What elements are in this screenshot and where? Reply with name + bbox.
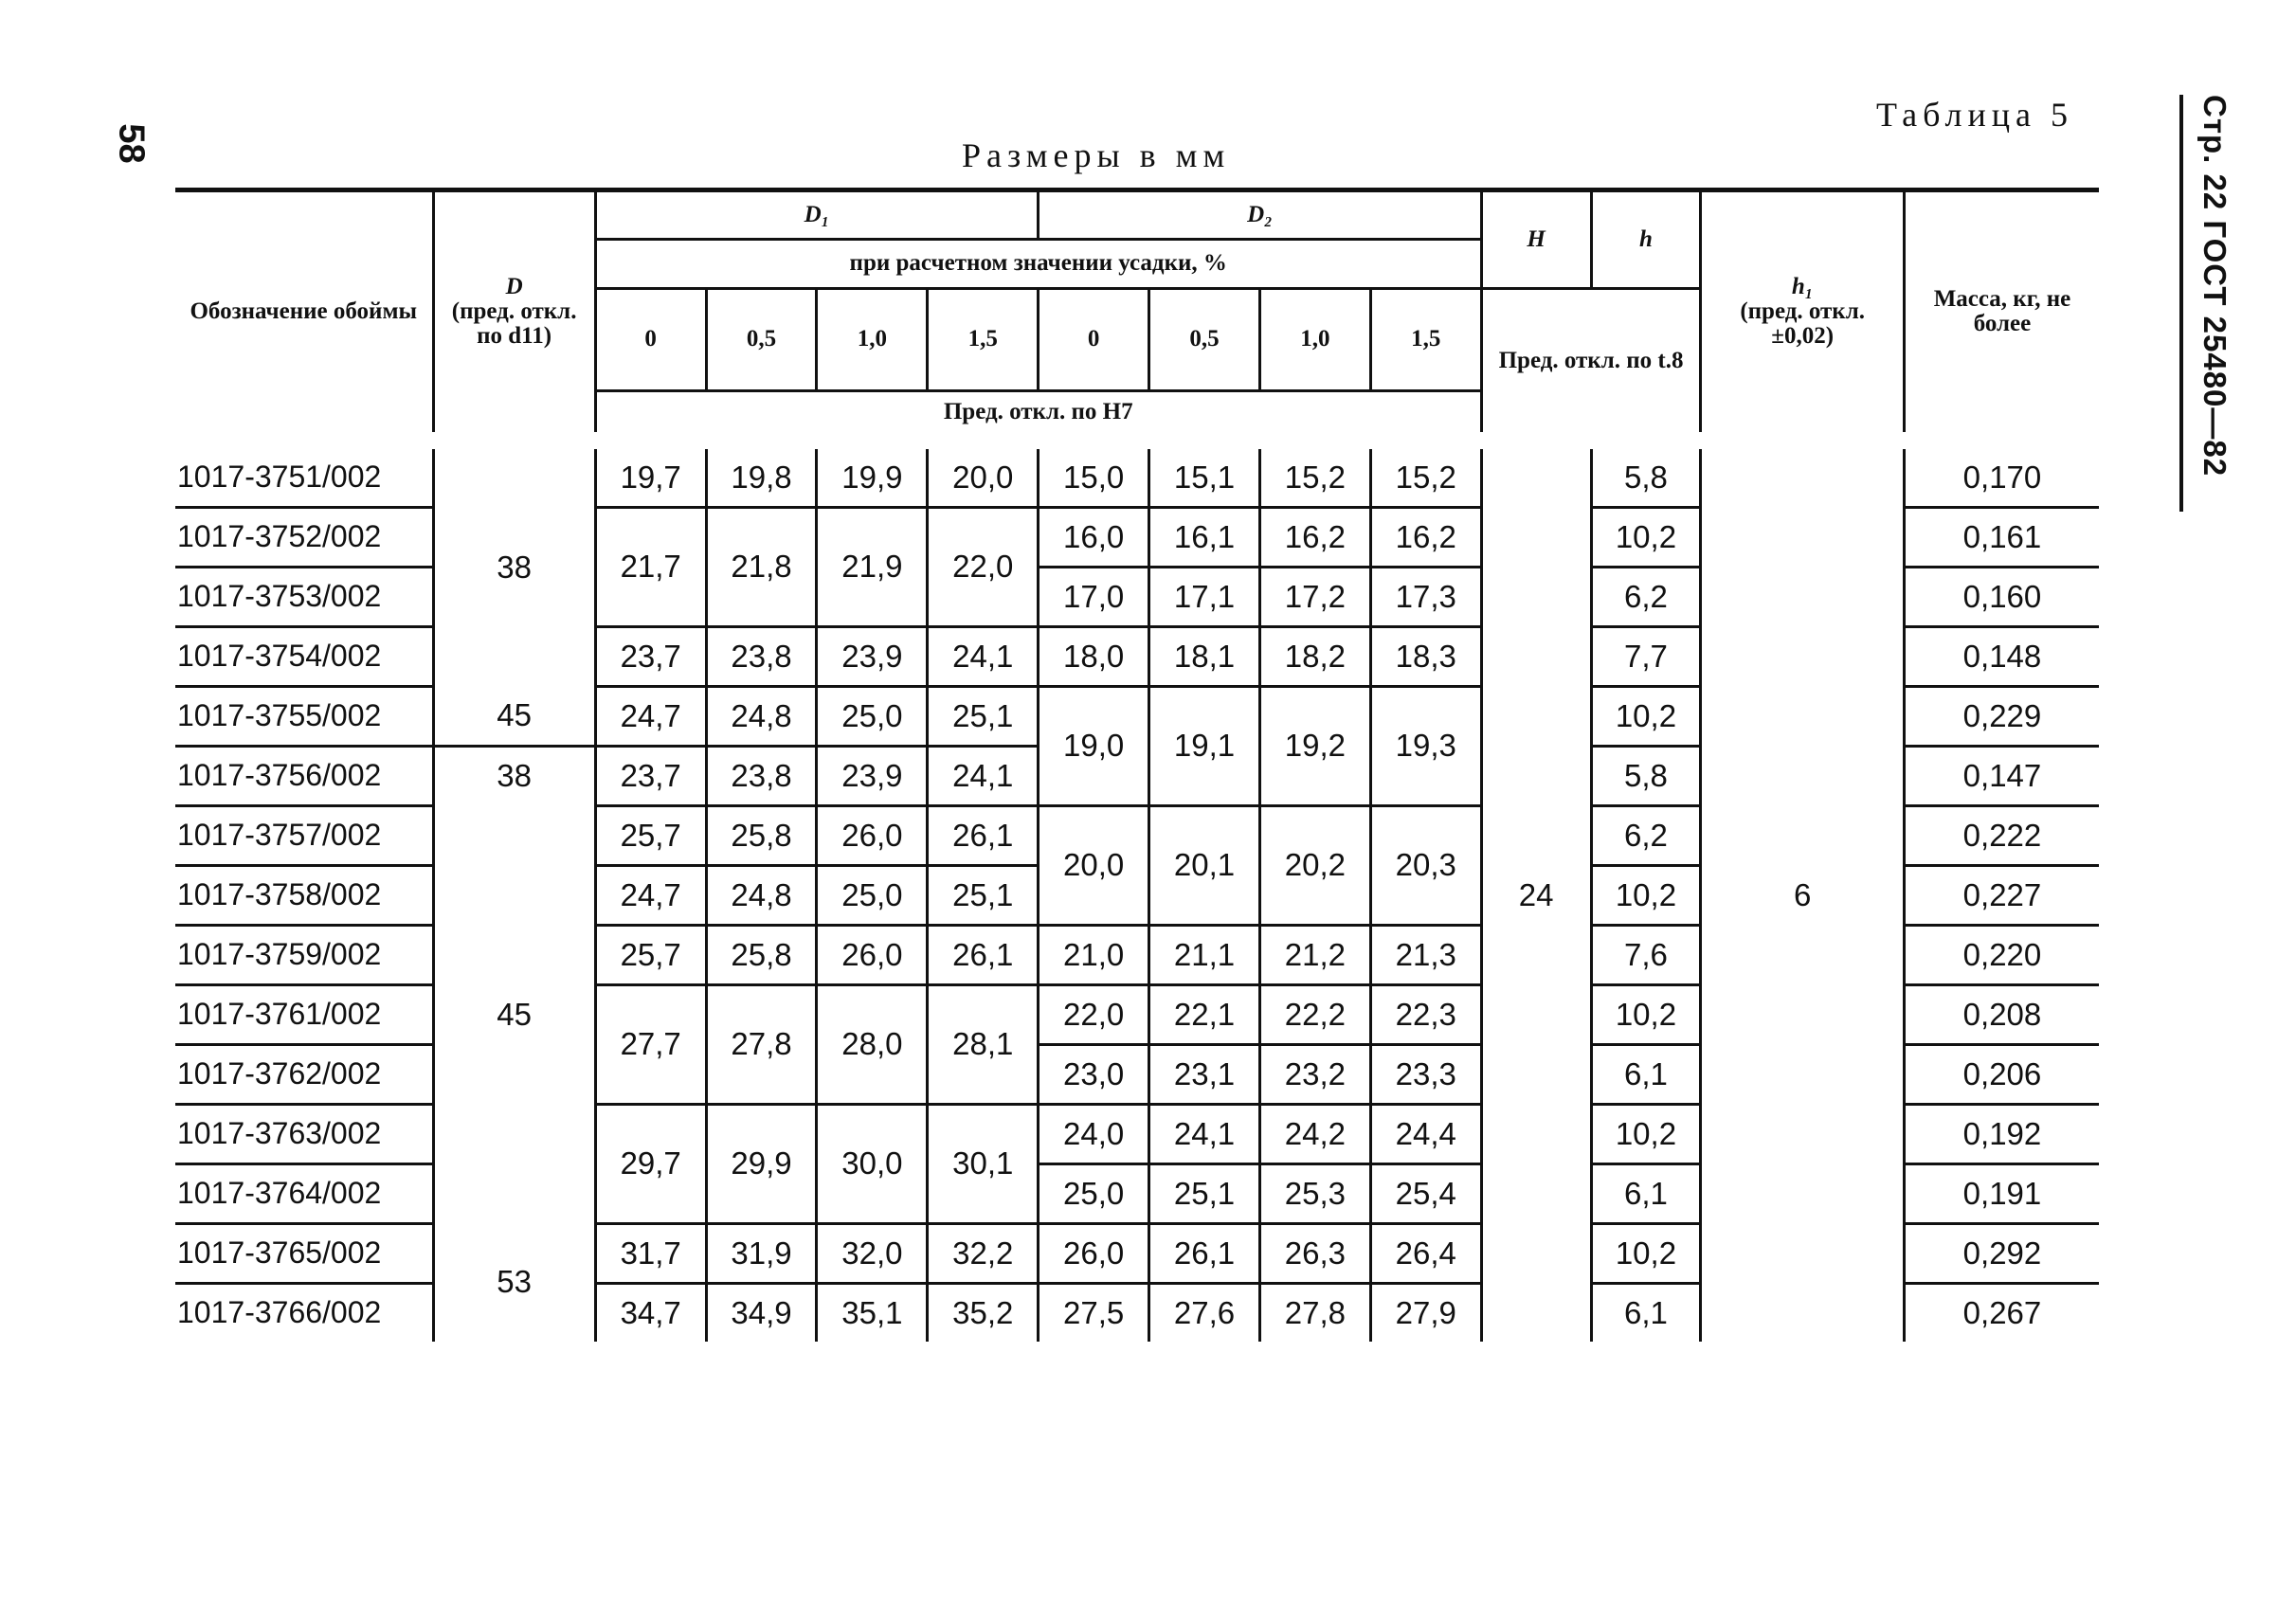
D2-cell: 16,2 (1259, 507, 1370, 567)
page-number: 58 (111, 123, 152, 164)
D1-cell: 19,9 (817, 441, 928, 508)
mass-cell: 0,192 (1904, 1104, 2099, 1163)
D1-cell: 24,7 (595, 686, 706, 746)
header-Hh-tolerance: Пред. откл. по t.8 (1481, 289, 1701, 441)
D-cell: 53 (433, 1223, 595, 1342)
table-body (175, 441, 2099, 1342)
D1-cell: 31,9 (706, 1223, 817, 1283)
D2-cell: 22,0 (1039, 984, 1149, 1044)
D2-cell: 17,3 (1370, 567, 1481, 626)
D1-cell: 23,7 (595, 626, 706, 686)
D1-cell: 25,1 (928, 686, 1039, 746)
D2-cell: 25,1 (1149, 1163, 1260, 1223)
D1-cell: 20,0 (928, 441, 1039, 508)
D2-cell: 19,2 (1259, 686, 1370, 805)
D2-cell: 18,3 (1370, 626, 1481, 686)
header-shrink-value: 0,5 (706, 289, 817, 391)
D2-cell: 23,3 (1370, 1044, 1481, 1104)
header-shrink-value: 0,5 (1149, 289, 1260, 391)
h-cell: 6,1 (1591, 1044, 1701, 1104)
header-D-symbol: D (505, 273, 523, 299)
D2-cell: 20,3 (1370, 805, 1481, 925)
mass-cell: 0,161 (1904, 507, 2099, 567)
h-cell: 6,1 (1591, 1163, 1701, 1223)
D1-cell: 25,8 (706, 925, 817, 984)
D1-cell: 25,7 (595, 805, 706, 865)
header-h1-tolerance: (пред. откл. ±0,02) (1740, 298, 1865, 350)
D2-cell: 20,1 (1149, 805, 1260, 925)
designation-cell: 1017-3759/002 (175, 925, 433, 984)
mass-cell: 0,229 (1904, 686, 2099, 746)
header-h1-symbol: h₁ (1791, 273, 1814, 299)
D2-cell: 25,4 (1370, 1163, 1481, 1223)
D1-cell: 23,7 (595, 746, 706, 805)
D1-cell: 24,7 (595, 865, 706, 925)
mass-cell: 0,292 (1904, 1223, 2099, 1283)
D1-cell: 30,1 (928, 1104, 1039, 1223)
mass-cell: 0,267 (1904, 1283, 2099, 1342)
D2-cell: 24,4 (1370, 1104, 1481, 1163)
D2-cell: 27,9 (1370, 1283, 1481, 1342)
table-row (175, 441, 2099, 508)
D1-cell: 26,1 (928, 925, 1039, 984)
header-shrink-value: 0 (595, 289, 706, 391)
D-cell: 45 (433, 686, 595, 746)
h-cell: 5,8 (1591, 441, 1701, 508)
D1-cell: 23,9 (817, 746, 928, 805)
mass-cell: 0,220 (1904, 925, 2099, 984)
header-shrink-value: 1,0 (1259, 289, 1370, 391)
header-mass: Масса, кг, не более (1904, 190, 2099, 441)
D2-cell: 22,2 (1259, 984, 1370, 1044)
D1-cell: 35,1 (817, 1283, 928, 1342)
D2-cell: 19,0 (1039, 686, 1149, 805)
mass-cell: 0,147 (1904, 746, 2099, 805)
H-cell: 24 (1481, 441, 1591, 1342)
table-header (175, 190, 2099, 441)
D1-cell: 24,1 (928, 626, 1039, 686)
D2-cell: 20,0 (1039, 805, 1149, 925)
header-shrink-value: 1,5 (928, 289, 1039, 391)
D2-cell: 18,0 (1039, 626, 1149, 686)
D2-cell: 21,0 (1039, 925, 1149, 984)
D2-cell: 17,2 (1259, 567, 1370, 626)
D1-cell: 26,0 (817, 925, 928, 984)
D2-cell: 16,1 (1149, 507, 1260, 567)
D1-cell: 24,8 (706, 865, 817, 925)
D2-cell: 27,6 (1149, 1283, 1260, 1342)
designation-cell: 1017-3752/002 (175, 507, 433, 567)
D2-cell: 23,1 (1149, 1044, 1260, 1104)
header-H: H (1481, 190, 1591, 289)
D2-cell: 24,0 (1039, 1104, 1149, 1163)
h-cell: 10,2 (1591, 984, 1701, 1044)
D1-cell: 25,0 (817, 865, 928, 925)
designation-cell: 1017-3758/002 (175, 865, 433, 925)
designation-cell: 1017-3762/002 (175, 1044, 433, 1104)
D1-cell: 19,8 (706, 441, 817, 508)
designation-cell: 1017-3756/002 (175, 746, 433, 805)
D1-cell: 30,0 (817, 1104, 928, 1223)
header-shrink-value: 0 (1039, 289, 1149, 391)
h-cell: 10,2 (1591, 507, 1701, 567)
h-cell: 10,2 (1591, 686, 1701, 746)
D1-cell: 23,8 (706, 746, 817, 805)
D1-cell: 26,1 (928, 805, 1039, 865)
D1-cell: 31,7 (595, 1223, 706, 1283)
D2-cell: 19,1 (1149, 686, 1260, 805)
D1-cell: 23,8 (706, 626, 817, 686)
D2-cell: 25,0 (1039, 1163, 1149, 1223)
D2-cell: 21,1 (1149, 925, 1260, 984)
h-cell: 7,6 (1591, 925, 1701, 984)
D1-cell: 26,0 (817, 805, 928, 865)
D2-cell: 19,3 (1370, 686, 1481, 805)
D1-cell: 28,1 (928, 984, 1039, 1104)
mass-cell: 0,206 (1904, 1044, 2099, 1104)
designation-cell: 1017-3753/002 (175, 567, 433, 626)
D2-cell: 20,2 (1259, 805, 1370, 925)
header-designation: Обозначение обоймы (175, 190, 433, 441)
D1-cell: 35,2 (928, 1283, 1039, 1342)
D1-cell: 21,7 (595, 507, 706, 626)
D2-cell: 27,8 (1259, 1283, 1370, 1342)
header-h: h (1591, 190, 1701, 289)
header-shrinkage: при расчетном значении усадки, % (595, 240, 1481, 289)
D1-cell: 25,8 (706, 805, 817, 865)
D2-cell: 21,2 (1259, 925, 1370, 984)
mass-cell: 0,148 (1904, 626, 2099, 686)
D2-cell: 15,0 (1039, 441, 1149, 508)
D2-cell: 16,0 (1039, 507, 1149, 567)
designation-cell: 1017-3764/002 (175, 1163, 433, 1223)
D2-cell: 17,1 (1149, 567, 1260, 626)
D1-cell: 23,9 (817, 626, 928, 686)
D1-cell: 28,0 (817, 984, 928, 1104)
D1-cell: 25,7 (595, 925, 706, 984)
D2-cell: 26,1 (1149, 1223, 1260, 1283)
mass-cell: 0,191 (1904, 1163, 2099, 1223)
D1-cell: 19,7 (595, 441, 706, 508)
h-cell: 6,1 (1591, 1283, 1701, 1342)
D2-cell: 21,3 (1370, 925, 1481, 984)
D2-cell: 24,2 (1259, 1104, 1370, 1163)
D1-cell: 25,1 (928, 865, 1039, 925)
D2-cell: 15,2 (1370, 441, 1481, 508)
D2-cell: 25,3 (1259, 1163, 1370, 1223)
D1-cell: 32,0 (817, 1223, 928, 1283)
D-cell: 45 (433, 805, 595, 1223)
header-D2: D₂ (1039, 190, 1481, 240)
header-shrink-value: 1,0 (817, 289, 928, 391)
D1-cell: 24,1 (928, 746, 1039, 805)
D2-cell: 26,4 (1370, 1223, 1481, 1283)
D-cell: 38 (433, 746, 595, 805)
D1-cell: 34,9 (706, 1283, 817, 1342)
mass-cell: 0,170 (1904, 441, 2099, 508)
D1-cell: 21,8 (706, 507, 817, 626)
D2-cell: 24,1 (1149, 1104, 1260, 1163)
D1-cell: 21,9 (817, 507, 928, 626)
D-cell: 38 (433, 441, 595, 687)
h-cell: 6,2 (1591, 805, 1701, 865)
D1-cell: 32,2 (928, 1223, 1039, 1283)
designation-cell: 1017-3765/002 (175, 1223, 433, 1283)
h-cell: 5,8 (1591, 746, 1701, 805)
D2-cell: 23,2 (1259, 1044, 1370, 1104)
header-D1: D₁ (595, 190, 1038, 240)
designation-cell: 1017-3761/002 (175, 984, 433, 1044)
D2-cell: 16,2 (1370, 507, 1481, 567)
D1-cell: 27,8 (706, 984, 817, 1104)
units-caption: Размеры в мм (962, 136, 1231, 174)
header-shrink-value: 1,5 (1370, 289, 1481, 391)
D2-cell: 22,3 (1370, 984, 1481, 1044)
D2-cell: 15,1 (1149, 441, 1260, 508)
designation-cell: 1017-3755/002 (175, 686, 433, 746)
mass-cell: 0,222 (1904, 805, 2099, 865)
D2-cell: 26,3 (1259, 1223, 1370, 1283)
designation-cell: 1017-3763/002 (175, 1104, 433, 1163)
h-cell: 7,7 (1591, 626, 1701, 686)
mass-cell: 0,208 (1904, 984, 2099, 1044)
designation-cell: 1017-3751/002 (175, 441, 433, 508)
h-cell: 6,2 (1591, 567, 1701, 626)
D2-cell: 26,0 (1039, 1223, 1149, 1283)
D2-cell: 18,2 (1259, 626, 1370, 686)
D2-cell: 18,1 (1149, 626, 1260, 686)
designation-cell: 1017-3766/002 (175, 1283, 433, 1342)
designation-cell: 1017-3757/002 (175, 805, 433, 865)
table-caption: Таблица 5 (1876, 96, 2073, 134)
dimensions-table (175, 188, 2099, 1342)
h1-cell: 6 (1701, 441, 1905, 1342)
D1-cell: 29,7 (595, 1104, 706, 1223)
D1-cell: 34,7 (595, 1283, 706, 1342)
header-D-tolerance: (пред. откл. по d11) (451, 298, 577, 350)
D1-cell: 27,7 (595, 984, 706, 1104)
running-header-standard: Стр. 22 ГОСТ 25480—82 (2179, 95, 2233, 512)
h-cell: 10,2 (1591, 1104, 1701, 1163)
D1-cell: 22,0 (928, 507, 1039, 626)
D2-cell: 15,2 (1259, 441, 1370, 508)
D2-cell: 17,0 (1039, 567, 1149, 626)
mass-cell: 0,160 (1904, 567, 2099, 626)
D1-cell: 29,9 (706, 1104, 817, 1223)
h-cell: 10,2 (1591, 865, 1701, 925)
D2-cell: 27,5 (1039, 1283, 1149, 1342)
D1-cell: 24,8 (706, 686, 817, 746)
D2-cell: 23,0 (1039, 1044, 1149, 1104)
D2-cell: 22,1 (1149, 984, 1260, 1044)
header-h7-tolerance: Пред. откл. по Н7 (595, 391, 1481, 441)
header-h1 (1701, 190, 1905, 441)
header-D (433, 190, 595, 441)
mass-cell: 0,227 (1904, 865, 2099, 925)
designation-cell: 1017-3754/002 (175, 626, 433, 686)
h-cell: 10,2 (1591, 1223, 1701, 1283)
D1-cell: 25,0 (817, 686, 928, 746)
